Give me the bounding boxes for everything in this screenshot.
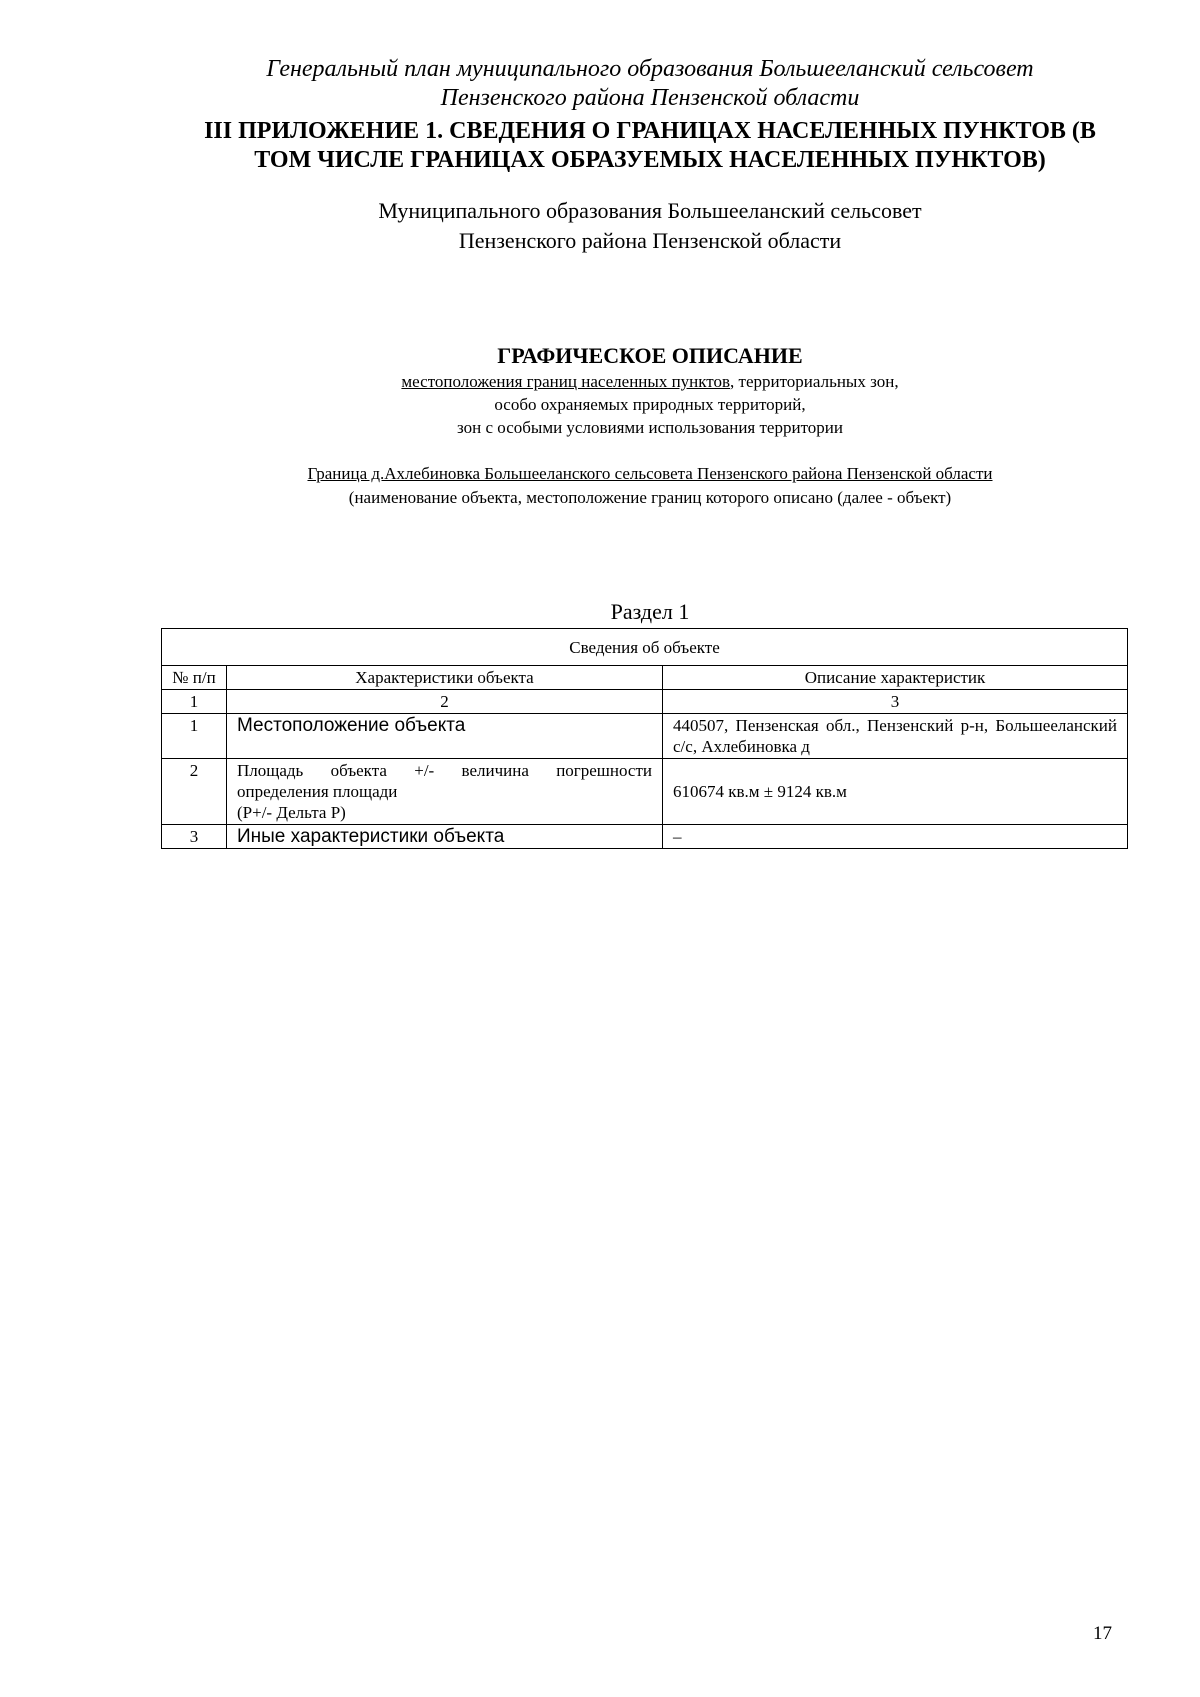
- header-characteristics: Характеристики объекта: [227, 666, 663, 690]
- municipality-line2: Пензенского района Пензенской области: [458, 228, 842, 253]
- row-characteristic: [227, 759, 663, 825]
- column-number-row: [162, 690, 1128, 714]
- page-number: 17: [1093, 1623, 1112, 1644]
- graphic-description-line1-rest: , территориальных зон,: [730, 372, 899, 391]
- table-header-row: [162, 666, 1128, 690]
- column-number-3: 3: [663, 690, 1128, 714]
- table-caption: Сведения об объекте: [162, 629, 1128, 666]
- row-characteristic-text: Иные характеристики объекта: [237, 826, 505, 847]
- appendix-title-line2: ТОМ ЧИСЛЕ ГРАНИЦАХ ОБРАЗУЕМЫХ НАСЕЛЕННЫХ ПУНКТОВ): [254, 147, 1046, 173]
- section-title: Раздел 1: [610, 599, 690, 624]
- header-number: № п/п: [162, 666, 227, 690]
- municipality-line1: Муниципального образования Большееланский сельсовет: [378, 198, 922, 223]
- row-description: 440507, Пензенская обл., Пензенский р-н, Большееланский с/с, Ахлебиновка д: [663, 714, 1128, 759]
- table-row: [162, 714, 1128, 759]
- row-characteristic: [227, 714, 663, 759]
- object-name-text: Граница д.Ахлебиновка Большееланского сельсовета Пензенского района Пензенской области: [307, 464, 993, 483]
- table-row: [162, 825, 1128, 849]
- row-characteristic-text: Местоположение объекта: [237, 715, 466, 736]
- document-header-line2: Пензенского района Пензенской области: [440, 85, 860, 111]
- graphic-description-line1: [0, 371, 1200, 393]
- row-number: 2: [162, 759, 227, 825]
- row-characteristic-text: Площадь объекта +/- величина погрешности определения площади: [237, 761, 652, 801]
- column-number-2: 2: [227, 690, 663, 714]
- document-header-line1: Генеральный план муниципального образования Большееланский сельсовет: [266, 56, 1034, 82]
- object-name: [0, 463, 1200, 485]
- object-name-caption: (наименование объекта, местоположение границ которого описано (далее - объект): [348, 488, 952, 507]
- row-description: 610674 кв.м ± 9124 кв.м: [663, 759, 1128, 825]
- graphic-description-title: ГРАФИЧЕСКОЕ ОПИСАНИЕ: [497, 343, 803, 368]
- appendix-title-line1: III ПРИЛОЖЕНИЕ 1. СВЕДЕНИЯ О ГРАНИЦАХ НАСЕЛЕННЫХ ПУНКТОВ (В: [204, 118, 1096, 144]
- graphic-description-line2: особо охраняемых природных территорий,: [494, 395, 806, 414]
- column-number-1: 1: [162, 690, 227, 714]
- row-characteristic-extra: (P+/- Дельта P): [237, 803, 346, 822]
- table-caption-row: [162, 629, 1128, 666]
- row-description: –: [663, 825, 1128, 849]
- graphic-description-underlined: местоположения границ населенных пунктов: [401, 372, 731, 391]
- header-description: Описание характеристик: [663, 666, 1128, 690]
- table-row: [162, 759, 1128, 825]
- object-info-table: [161, 628, 1128, 849]
- graphic-description-line3: зон с особыми условиями использования территории: [457, 418, 843, 437]
- row-number: 1: [162, 714, 227, 759]
- row-number: 3: [162, 825, 227, 849]
- row-characteristic: [227, 825, 663, 849]
